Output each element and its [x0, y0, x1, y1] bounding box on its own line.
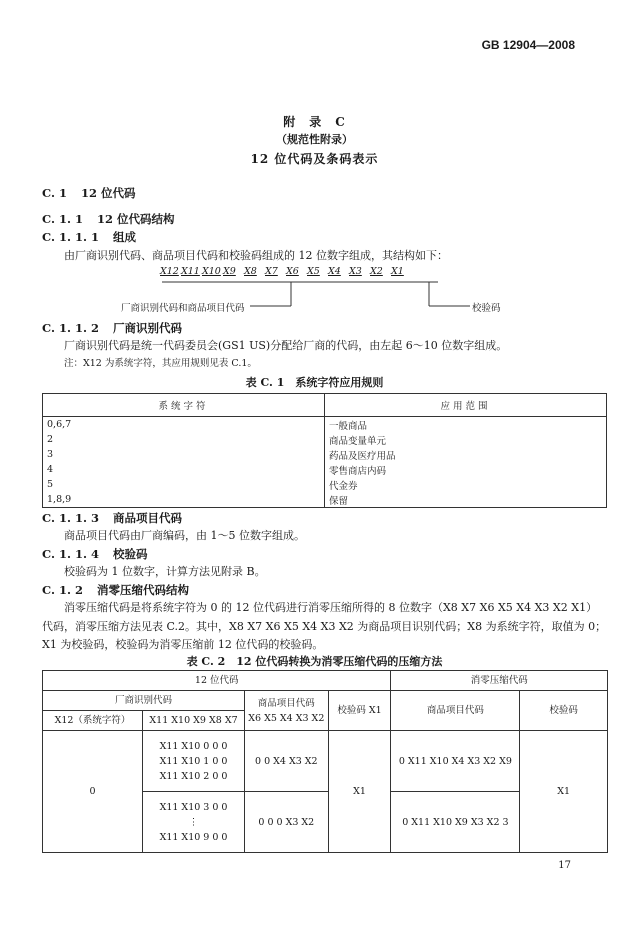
system-char-cell: 0,6,7: [43, 417, 325, 433]
t2-g1-zero: 0 X11 X10 X4 X3 X2 X9: [391, 731, 520, 792]
table-c1-header-sys: 系统字符: [43, 394, 325, 417]
c114-text: 校验码为 1 位数字，计算方法见附录 B。: [64, 565, 266, 578]
scope-cell: 零售商店内码: [325, 462, 607, 477]
section-c1: C. 1 12 位代码: [42, 186, 136, 200]
t2-g1-mfr: X11 X10 0 0 0 X11 X10 1 0 0 X11 X10 2 0 0: [143, 731, 245, 792]
system-char-cell: 4: [43, 462, 325, 477]
code-digit: X10: [202, 266, 221, 277]
system-char-cell: 3: [43, 447, 325, 462]
scope-cell: 商品变量单元: [325, 432, 607, 447]
code-digit: X7: [265, 266, 278, 277]
t2-g2-mfr: X11 X10 3 0 0 ⋮ X11 X10 9 0 0: [143, 792, 245, 853]
t2-h-sys: X12（系统字符）: [43, 711, 143, 731]
section-c11: C. 1. 1 12 位代码结构: [42, 212, 175, 226]
c12-text-3: X1 为校验码，校验码为消零压缩前 12 位代码的校验码。: [42, 638, 324, 651]
code-digit: X8: [244, 266, 257, 277]
scope-cell: 保留: [325, 492, 607, 508]
t2-h-mfr-sub: X11 X10 X9 X8 X7: [143, 711, 245, 731]
system-char-cell: 1,8,9: [43, 492, 325, 508]
t2-sys-val: 0: [43, 731, 143, 853]
diagram-right-label: 校验码: [472, 303, 501, 314]
table-row: [43, 417, 607, 433]
c12-text-2: 代码，消零压缩方法见表 C.2。其中，X8 X7 X6 X5 X4 X3 X2 为商品项目识别代码；X8 为系统字符，取值为 0；: [42, 620, 607, 633]
diagram-left-label: 厂商识别代码和商品项目代码: [121, 303, 245, 314]
t2-h-item: 商品项目代码 X6 X5 X4 X3 X2: [245, 691, 329, 731]
c112-text: 厂商识别代码是统一代码委员会(GS1 US)分配给厂商的代码，由左起 6～10 位数字组成。: [64, 339, 508, 352]
table-c2: [42, 670, 608, 853]
code-digit: X12: [160, 266, 179, 277]
t2-h-zero: 消零压缩代码: [391, 671, 608, 691]
section-c12: C. 1. 2 消零压缩代码结构: [42, 583, 189, 597]
table-row: [43, 477, 607, 492]
code-structure-diagram: [0, 0, 629, 330]
table-c1: [42, 393, 607, 508]
system-char-cell: 2: [43, 432, 325, 447]
t2-g1-item: 0 0 X4 X3 X2: [245, 731, 329, 792]
t2-h-check2: 校验码: [520, 691, 608, 731]
system-char-cell: 5: [43, 477, 325, 492]
table-c2-caption: 表 C. 2 12 位代码转换为消零压缩代码的压缩方法: [186, 655, 443, 668]
page-number: 17: [558, 860, 571, 871]
code-digit: X4: [328, 266, 341, 277]
t2-g2-item: 0 0 0 X3 X2: [245, 792, 329, 853]
code-digit: X1: [391, 266, 404, 277]
code-digit: X3: [349, 266, 362, 277]
annex-type: （规范性附录）: [276, 133, 353, 146]
annex-subtitle: 12 位代码及条码表示: [250, 152, 379, 166]
standard-code: GB 12904—2008: [481, 38, 575, 52]
t2-check-val2: X1: [520, 731, 608, 853]
c112-note: 注：X12 为系统字符，其应用规则见表 C.1。: [64, 358, 257, 369]
code-digit: X11: [181, 266, 200, 277]
section-c112: C. 1. 1. 2 厂商识别代码: [42, 321, 182, 335]
section-c113: C. 1. 1. 3 商品项目代码: [42, 511, 182, 525]
t2-h-item2: 商品项目代码: [391, 691, 520, 731]
t2-h-check: 校验码 X1: [328, 691, 391, 731]
table-row: [43, 462, 607, 477]
table-c1-caption: 表 C. 1 系统字符应用规则: [245, 376, 384, 389]
scope-cell: 一般商品: [325, 417, 607, 433]
table-c1-header-scope: 应用范围: [325, 394, 607, 417]
t2-check-val: X1: [328, 731, 391, 853]
code-digit: X2: [370, 266, 383, 277]
section-c114: C. 1. 1. 4 校验码: [42, 547, 148, 561]
table-row: [43, 447, 607, 462]
scope-cell: 代金券: [325, 477, 607, 492]
c12-text-1: 消零压缩代码是将系统字符为 0 的 12 位代码进行消零压缩所得的 8 位数字（X8 X7 X6 X5 X4 X3 X2 X1）: [64, 601, 598, 614]
scope-cell: 药品及医疗用品: [325, 447, 607, 462]
table-row: [43, 492, 607, 508]
t2-h-mfr: 厂商识别代码: [43, 691, 245, 711]
annex-title: 附 录 C: [283, 115, 346, 129]
c111-text: 由厂商识别代码、商品项目代码和校验码组成的 12 位数字组成，其结构如下：: [64, 249, 448, 262]
c113-text: 商品项目代码由厂商编码，由 1～5 位数字组成。: [64, 529, 305, 542]
table-row: [43, 432, 607, 447]
t2-h-12: 12 位代码: [43, 671, 391, 691]
section-c111: C. 1. 1. 1 组成: [42, 230, 136, 244]
code-digit: X6: [286, 266, 299, 277]
code-digit: X9: [223, 266, 236, 277]
code-digit: X5: [307, 266, 320, 277]
t2-g2-zero: 0 X11 X10 X9 X3 X2 3: [391, 792, 520, 853]
